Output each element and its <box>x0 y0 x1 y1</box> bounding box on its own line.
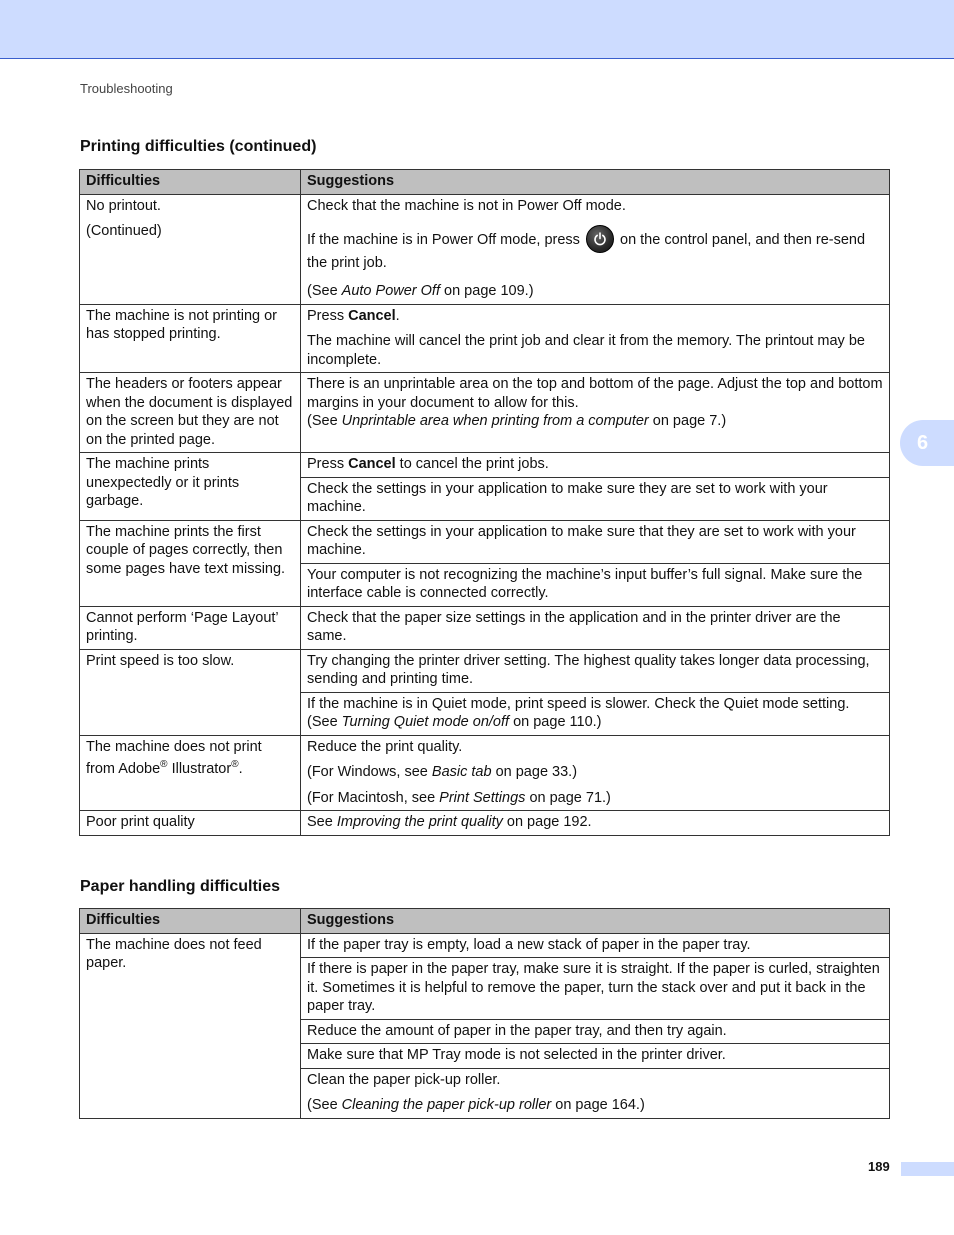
suggestion-cell: Reduce the amount of paper in the paper tray, and then try again. <box>301 1019 890 1044</box>
table-row <box>80 304 890 373</box>
suggestion-text: If the machine is in Quiet mode, print speed is slower. Check the Quiet mode setting. <box>307 695 850 712</box>
suggestion-cell: See Improving the print quality on page 192. <box>301 811 890 836</box>
suggestion-cell: Check the settings in your application to make sure that they are set to work with your machine. <box>301 520 890 563</box>
cross-reference-link[interactable]: Auto Power Off <box>341 283 440 299</box>
difficulty-cell: The machine is not printing or has stopped printing. <box>80 304 301 373</box>
suggestion-reference: (See Turning Quiet mode on/off on page 110.) <box>307 714 602 730</box>
difficulty-cell: The machine does not print from Adobe® Illustrator®. <box>80 735 301 811</box>
suggestion-reference: (For Windows, see Basic tab on page 33.) <box>307 764 578 780</box>
table-row <box>80 735 890 811</box>
chapter-tab[interactable] <box>900 420 954 466</box>
section-title-paper-handling: Paper handling difficulties <box>80 878 281 895</box>
suggestion-text: Press Cancel. <box>307 307 400 324</box>
suggestion-cell <box>301 1068 890 1118</box>
table-row <box>80 194 890 304</box>
difficulty-cell: Print speed is too slow. <box>80 649 301 735</box>
suggestion-reference: (For Macintosh, see Print Settings on page 71.) <box>307 789 611 806</box>
suggestion-cell <box>301 194 890 304</box>
suggestion-reference: (See Unprintable area when printing from a computer on page 7.) <box>307 413 727 429</box>
suggestion-cell: Check the settings in your application to make sure they are set to work with your machine. <box>301 477 890 520</box>
cross-reference-link[interactable]: Turning Quiet mode on/off <box>341 714 510 730</box>
suggestion-fragment: on the control panel, and then re-send the print job. <box>307 232 866 271</box>
column-header-difficulties: Difficulties <box>80 170 301 195</box>
difficulty-cell: The machine does not feed paper. <box>80 933 301 1118</box>
suggestion-reference: (See Auto Power Off on page 109.) <box>307 283 534 299</box>
suggestion-cell <box>301 735 890 811</box>
suggestion-cell: Your computer is not recognizing the machine’s input buffer’s full signal. Make sure the interface cable is connected correctly. <box>301 563 890 606</box>
difficulty-cell: The machine prints unexpectedly or it prints garbage. <box>80 453 301 521</box>
suggestion-cell: Press Cancel to cancel the print jobs. <box>301 453 890 478</box>
printing-difficulties-table <box>79 169 890 836</box>
suggestion-cell: Check that the paper size settings in the application and in the printer driver are the same. <box>301 606 890 649</box>
table-row <box>80 811 890 836</box>
difficulty-cell: Cannot perform ‘Page Layout’ printing. <box>80 606 301 649</box>
cross-reference-link[interactable]: Cleaning the paper pick-up roller <box>341 1097 552 1113</box>
table-header-row <box>80 909 890 934</box>
suggestion-cell: Make sure that MP Tray mode is not selected in the printer driver. <box>301 1044 890 1069</box>
suggestion-reference: (See Cleaning the paper pick-up roller on page 164.) <box>307 1097 645 1113</box>
suggestion-cell <box>301 373 890 453</box>
cancel-key-label: Cancel <box>348 456 396 472</box>
suggestion-text: Check that the machine is not in Power Off mode. <box>307 197 626 214</box>
suggestion-fragment: If the machine is in Power Off mode, press <box>307 232 580 248</box>
power-button-icon <box>586 225 614 253</box>
paper-handling-table <box>79 908 890 1119</box>
suggestion-cell <box>301 692 890 735</box>
suggestion-text <box>307 229 883 275</box>
cross-reference-link[interactable]: Unprintable area when printing from a computer <box>341 413 649 429</box>
chapter-number: 6 <box>917 431 929 454</box>
table-row <box>80 373 890 453</box>
suggestion-text: Clean the paper pick-up roller. <box>307 1071 501 1088</box>
suggestion-text: Reduce the print quality. <box>307 738 463 755</box>
table-row <box>80 520 890 563</box>
table-row <box>80 453 890 478</box>
cross-reference-link[interactable]: Improving the print quality <box>336 814 503 830</box>
difficulty-cell: Poor print quality <box>80 811 301 836</box>
suggestion-cell <box>301 304 890 373</box>
difficulty-text: (Continued) <box>86 223 162 239</box>
suggestion-text: There is an unprintable area on the top and bottom of the page. Adjust the top and bottom margins in your document to allow for this. <box>307 376 883 411</box>
difficulty-text: No printout. <box>86 197 161 214</box>
table-row <box>80 606 890 649</box>
breadcrumb: Troubleshooting <box>80 81 173 96</box>
cross-reference-link[interactable]: Basic tab <box>431 764 492 780</box>
table-row <box>80 649 890 692</box>
cancel-key-label: Cancel <box>348 307 396 324</box>
cross-reference-link[interactable]: Print Settings <box>439 789 526 806</box>
table-row <box>80 933 890 958</box>
suggestion-text: The machine will cancel the print job and clear it from the memory. The printout may be incomplete. <box>307 333 865 368</box>
difficulty-cell: The machine prints the first couple of pages correctly, then some pages have text missing. <box>80 520 301 606</box>
suggestion-cell: If there is paper in the paper tray, make sure it is straight. If the paper is curled, straighten it. Sometimes it is helpful to remove the paper, turn the stack over and put it back in the paper tray. <box>301 958 890 1020</box>
suggestion-cell: If the paper tray is empty, load a new stack of paper in the paper tray. <box>301 933 890 958</box>
column-header-suggestions: Suggestions <box>301 909 890 934</box>
column-header-difficulties: Difficulties <box>80 909 301 934</box>
difficulty-cell: The headers or footers appear when the document is displayed on the screen but they are not on the printed page. <box>80 373 301 453</box>
table-header-row <box>80 170 890 195</box>
section-title-printing: Printing difficulties (continued) <box>80 138 317 155</box>
header-band <box>0 0 954 59</box>
suggestion-cell: Try changing the printer driver setting. The highest quality takes longer data processing, sending and printing time. <box>301 649 890 692</box>
page-number-bar <box>901 1162 954 1176</box>
page-number: 189 <box>868 1159 890 1174</box>
difficulty-cell <box>80 194 301 304</box>
column-header-suggestions: Suggestions <box>301 170 890 195</box>
